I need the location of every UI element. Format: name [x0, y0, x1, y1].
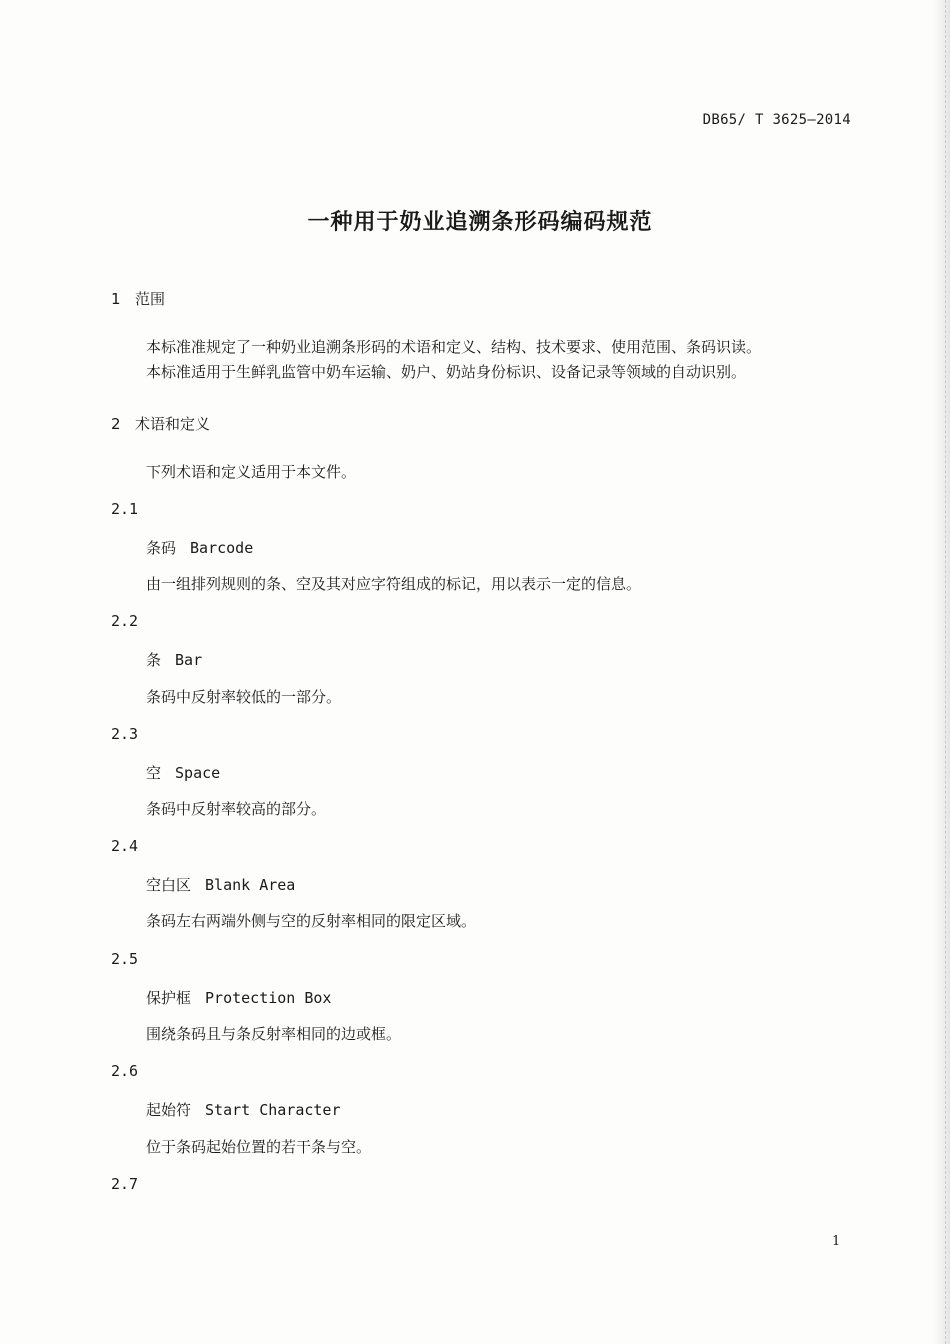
term-en: Barcode [190, 539, 254, 557]
term-name [146, 649, 202, 670]
term-definition: 围绕条码且与条反射率相同的边或框。 [146, 1025, 402, 1043]
term-definition: 条码左右两端外侧与空的反射率相同的限定区域。 [146, 912, 477, 930]
term-number: 2.1 [111, 500, 139, 518]
section-1-paragraph: 本标准适用于生鲜乳监管中奶车运输、奶户、奶站身份标识、设备记录等领域的自动识别。 [146, 363, 747, 381]
term-name [146, 762, 220, 783]
term-name [146, 874, 295, 895]
term-definition: 条码中反射率较高的部分。 [146, 800, 327, 818]
term-en: Space [175, 764, 221, 782]
section-2-intro: 下列术语和定义适用于本文件。 [146, 463, 357, 481]
term-zh: 保护框 [146, 989, 192, 1007]
term-number: 2.6 [111, 1062, 139, 1080]
term-en: Protection Box [205, 989, 332, 1007]
term-number: 2.4 [111, 837, 139, 855]
page-edge-shadow [932, 0, 950, 1344]
term-zh: 空白区 [146, 876, 192, 894]
term-zh: 起始符 [146, 1101, 192, 1119]
term-zh: 条 [146, 651, 162, 669]
document-code: DB65/ T 3625—2014 [702, 112, 851, 128]
term-en: Bar [175, 651, 203, 669]
section-1-number: 1 [111, 290, 121, 308]
term-name [146, 987, 331, 1008]
section-2-number: 2 [111, 415, 121, 433]
term-zh: 空 [146, 764, 162, 782]
term-number: 2.5 [111, 950, 139, 968]
term-zh: 条码 [146, 539, 177, 557]
document-title: 一种用于奶业追溯条形码编码规范 [307, 210, 653, 235]
term-name [146, 1099, 340, 1120]
term-definition: 由一组排列规则的条、空及其对应字符组成的标记，用以表示一定的信息。 [146, 575, 642, 593]
section-1-heading [111, 288, 165, 309]
term-definition: 条码中反射率较低的一部分。 [146, 688, 342, 706]
section-1-title: 范围 [135, 290, 166, 308]
term-en: Start Character [205, 1101, 341, 1119]
section-1-paragraph: 本标准准规定了一种奶业追溯条形码的术语和定义、结构、技术要求、使用范围、条码识读。 [146, 338, 762, 356]
page-edge-line [945, 0, 946, 1344]
term-en: Blank Area [205, 876, 296, 894]
term-name [146, 537, 253, 558]
term-definition: 位于条码起始位置的若干条与空。 [146, 1138, 372, 1156]
section-2-title: 术语和定义 [135, 415, 211, 433]
section-2-heading [111, 413, 210, 434]
term-number: 2.3 [111, 725, 139, 743]
page-number: 1 [832, 1234, 841, 1249]
term-number: 2.7 [111, 1175, 139, 1193]
term-number: 2.2 [111, 612, 139, 630]
